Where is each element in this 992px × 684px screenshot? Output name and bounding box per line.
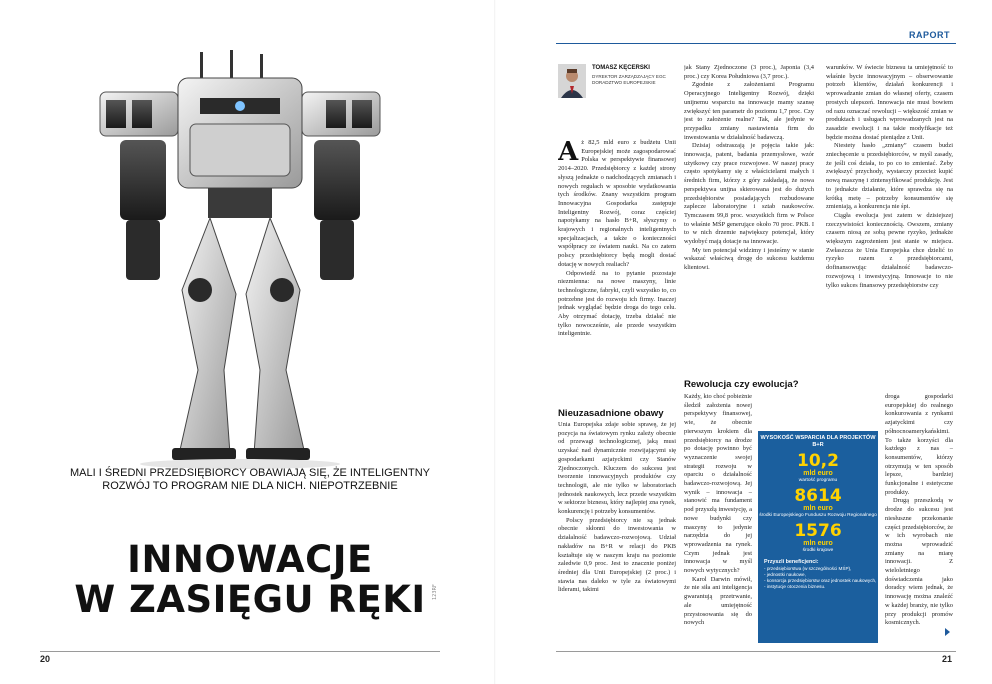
subheading-1: Nieuzasadnione obawy <box>558 408 664 419</box>
infobox-stat-label: wartość programu <box>798 478 838 483</box>
list-item: - instytucje otoczenia biznesu. <box>764 584 878 590</box>
author-name: TOMASZ KĘCERSKI <box>592 65 650 71</box>
paragraph: jak Stany Zjednoczone (3 proc.), Japonia (3,4 proc.) czy Korea Południowa (3,7 proc.). <box>684 64 814 80</box>
paragraph: droga gospodarki europejskiej do realnego konkurowania z rynkami azjatyckimi czy północnoamerykańskimi. To także korzyści dla każdego z nas – konsumentów, którzy otrzymują w ten sposób lepsze, bardziej funkcjonalne i estetyczne produkty. <box>885 393 953 496</box>
footer-rule <box>40 651 440 652</box>
drop-cap: A <box>558 139 579 167</box>
section-header <box>556 28 956 44</box>
paragraph: Unia Europejska zdaje sobie sprawę, że jej pozycja na światowym rynku zależy obecnie od przewagi technologicznej, jaką musi uzyskać nad dynamicznie rozwijającymi się gospodarkami azjatyckimi czy Stanów Zjednoczonych. Kluczem do sukcesu jest tworzenie innowacyjnych produktów czy technologii, ale nie tylko w laboratoriach jednostek naukowych, lecz przede wszystkim w sektorze biznesu, który najlepiej zna rynek, konkurencję i potrzeby konsumentów. <box>558 421 676 516</box>
column-3 <box>826 64 953 394</box>
paragraph: warunków. W świecie biznesu ta umiejętność to właśnie bycie innowacyjnym – obserwowanie potrzeb klientów, działań konkurencji i wprowadzanie zmian do własnej oferty, czasem prostych ulepszeń. Innowacja nie musi bowiem od razu oznaczać rewolucji – większość zmian w produktach i usługach wprowadzanych jest na zasadzie ewolucji i na takie modyfikacje też będzie można dostać pieniądze z Unii. <box>826 64 953 141</box>
infobox-stat-unit: mln euro <box>803 540 833 547</box>
continue-arrow-icon <box>945 628 950 636</box>
column-2 <box>684 64 814 374</box>
image-credit: 123RF <box>432 584 438 600</box>
paragraph: Odpowiedź na to pytanie pozostaje niezmienna: na nowe maszyny, linie technologiczne, fabryki, czyli wszystko to, co potrzebne jest do rozwoju ich firmy. Inaczej jednak wyglądać będzie droga do tego celu. Aby otrzymać dotację, trzeba działać nie tylko nowocześnie, ale przede wszystkim inteligentnie. <box>558 269 676 338</box>
paragraph: Dzisiaj odstraszają je pojęcia takie jak: innowacja, patent, badania przemysłowe, wzór użytkowy czy prace rozwojowe. W naszej pracy często spotykamy się z właścicielami małych i średnich firm, którzy z góry zakładają, że nowa perspektywa unijna skierowana jest do dużych przedsiębiorstw posiadających rozbudowane zaplecze laboratoryjne i sztab naukowców. Tymczasem 99,8 proc. wszystkich firm w Polsce to właśnie MŚP generujące około 70 proc. PKB. I to w nich drzemie największy potencjał, który wydobyć mają dotacje na innowacje. <box>684 142 814 246</box>
list-item: - przedsiębiorstwa (w szczególności MŚP), <box>764 566 878 572</box>
list-item: - konsorcja przedsiębiorstw oraz jednostek naukowych, <box>764 578 878 584</box>
title-line-2: W ZASIĘGU RĘKI <box>74 578 426 621</box>
author-photo <box>558 64 586 98</box>
funding-infobox <box>758 431 878 643</box>
author-block <box>558 64 676 98</box>
footer-rule <box>556 651 956 652</box>
paragraph: Polscy przedsiębiorcy nie są jednak obecnie skłonni do inwestowania w działalność badawczo-rozwojową. Udział nakładów na B+R w relacji do PKB kształtuje się w naszym kraju na poziomie zaledwie 0,9 proc. Jest to znacznie poniżej średniej dla Unii Europejskiej (2 proc.) i stawia nas daleko w tyle za światowymi liderami, takimi <box>558 516 676 594</box>
paragraph: Zgodnie z założeniami Programu Operacyjnego Inteligentny Rozwój, dzięki unijnemu wsparciu na innowacje mamy szansę zwiększyć ten parametr do poziomu 1,7 proc. Czy jest to założenie realne? Tak, ale jedynie w przypadku zmiany nastawienia firm do inwestowania w działalność badawczą. <box>684 81 814 141</box>
column-3-lower <box>885 393 953 645</box>
section-label: RAPORT <box>909 30 950 40</box>
infobox-stat-label: środki krajowe <box>802 548 834 553</box>
paragraph: Ciągła ewolucja jest zatem w dzisiejszej rzeczywistości koniecznością. Owszem, zmiany czasem niosą ze sobą pewne ryzyko, jednakże większym zagrożeniem jest stanie w miejscu. Zwłaszcza że Unia Europejska chce dzielić to ryzyko razem z przedsiębiorcami, dofinansowując działalność badawczo-rozwojową i inwestycyjną. Innowacje to nie tylko sukces finansowy przedsiębiorstw czy <box>826 211 953 289</box>
page-number-left: 20 <box>40 654 51 664</box>
infobox-benefits-list <box>758 566 878 590</box>
subheading-2: Rewolucja czy ewolucja? <box>684 379 799 390</box>
paragraph: My ten potencjał widzimy i jesteśmy w stanie wskazać właściwą drogę do sukcesu każdemu klientowi. <box>684 246 814 272</box>
lead-text: MALI I ŚREDNI PRZEDSIĘBIORCY OBAWIAJĄ SIĘ, ŻE INTELIGENTNY ROZWÓJ TO PROGRAM NIE DLA NICH. NIEPOTRZEBNIE <box>69 467 430 493</box>
article-title <box>60 540 440 620</box>
infobox-title: WYSOKOŚĆ WSPARCIA DLA PROJEKTÓW B+R <box>760 435 876 448</box>
infobox-stat-value: 1576 <box>794 521 842 541</box>
list-item: - jednostki naukowe, <box>764 572 878 578</box>
infobox-stat-value: 10,2 <box>797 451 839 471</box>
paragraph: Drugą przeszkodą w drodze do sukcesu jest niesłuszne przekonanie części przedsiębiorców, że w ich wyrobach nie można wprowadzić zmiany na miarę innowacji. Z wieloletniego doświadczenia jako doradcy wiem jednak, że innowację można znaleźć w każdej branży, nie tylko przy produkcji promów kosmicznych. <box>885 497 953 627</box>
page-number-right: 21 <box>942 654 953 664</box>
infobox-benefits-title: Przyszli beneficjenci: <box>764 559 819 565</box>
paragraph: Każdy, kto choć pobieżnie śledził założenia nowej perspektywy finansowej, wie, że obecnie pierwszym krokiem dla przedsiębiorcy na drodze po dotację powinno być wyznaczenie swojej strategii rozwoju w oparciu o działalność badawczo-rozwojową. Jej wynik – innowacja – stanowić ma fundament pod przyszłą inwestycję, a nowe budynki czy maszyny to jedynie narzędzia do jej wprowadzenia na rynek. Czym jednak jest innowacja w myśl nowych wytycznych? <box>684 393 752 575</box>
infobox-stat-unit: mld euro <box>803 470 833 477</box>
paragraph: ż 82,5 mld euro z budżetu Unii Europejskiej może zagospodarować Polska w perspektywie finansowej 2014–2020. Przedsiębiorcy z każdej strony słyszą jednakże o nadchodzących zmianach i nowych regułach w sposobie wydatkowania tych środków. Znany wszystkim program Innowacyjna Gospodarka zastępuje Inteligentny Rozwój, coraz częściej napotykamy na hasło B+R, słyszymy o krajowych i regionalnych inteligentnych specjalizacjach, a także o konieczności współpracy ze światem nauki. Na co zatem polscy przedsiębiorcy będą mogli dostać dotację w nowych realiach? <box>558 139 676 268</box>
title-line-1: INNOWACJE <box>127 538 373 581</box>
column-1-lower <box>558 421 676 651</box>
author-role: DYREKTOR ZARZĄDZAJĄCY EGC DORADZTWO EUROPEJSKIE <box>592 74 666 85</box>
robot-illustration <box>90 50 390 470</box>
paragraph: Karol Darwin mówił, że nie siła ani inteligencja gwarantują przetrwanie, ale umiejętność przystosowania się do nowych <box>684 575 752 627</box>
column-2-lower <box>684 393 752 645</box>
paragraph: Niestety hasło „zmiany” czasem budzi zniechęcenie u przedsiębiorców, w myśl zasady, że jeśli coś działa, to po co to zmieniać. Żeby zwiększyć przychody, wystarczy przecież kupić nową maszynę i zintensyfikować produkcję. Jest to jednakże działanie, które sprawdza się na krótką metę – potrzeby konsumentów się zmieniają, a konkurencja nie śpi. <box>826 142 953 211</box>
infobox-stat-label: środki Europejskiego Funduszu Rozwoju Regionalnego <box>759 513 877 518</box>
right-page <box>496 0 992 684</box>
infobox-stat-value: 8614 <box>794 486 842 506</box>
infobox-stat-unit: mln euro <box>803 505 833 512</box>
column-1 <box>558 139 676 407</box>
